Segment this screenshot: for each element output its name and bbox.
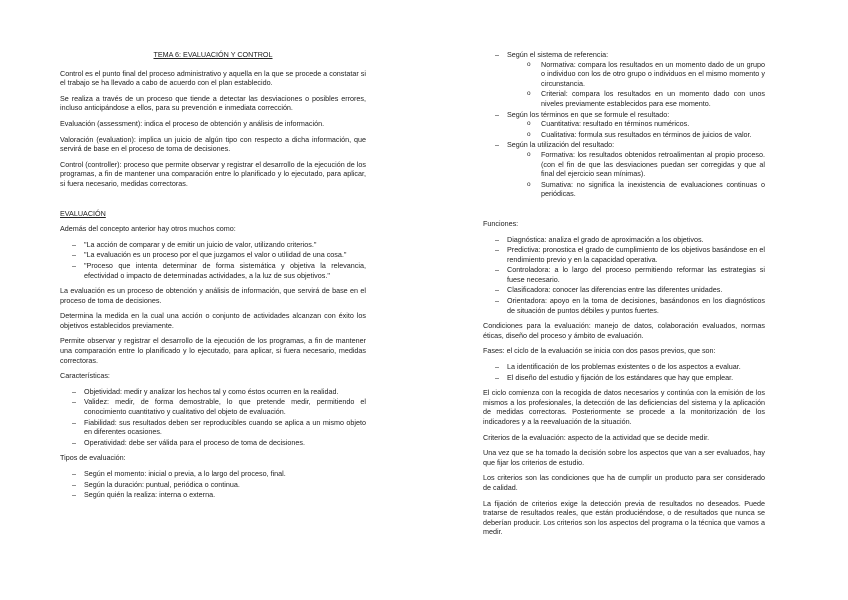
sublist-item: o Normativa: compara los resultados en un momento dado de un grupo o individuo con los de otro grupo o individuos en el mismo momento y circunstancia.: [507, 60, 765, 89]
terms-sublist: [507, 119, 765, 139]
paragraph-evaluation: Valoración (evaluation): implica un juicio de algún tipo con respecto a dicha información, que servirá de base en el proceso de toma de decisiones.: [60, 134, 366, 154]
paragraph-fixing-criteria: La fijación de criterios exige la detección previa de resultados no deseados. Puede tratarse de resultados reales, que están produciéndose, o de resultados que nunca se deberían producir. Los criterios son los aspectos del programa o la técnica que vamos a medir.: [483, 498, 765, 537]
spacer: [60, 195, 366, 209]
sublist-item: o Formativa: los resultados obtenidos retroalimentan al propio proceso. (con el fin de que las desviaciones puedan ser corregidas y que al final del ejercicio sean mínimas).: [507, 150, 765, 179]
list-item: – Según el momento: inicial o previa, a lo largo del proceso, final.: [60, 469, 366, 479]
paragraph-controller: Control (controller): proceso que permite observar y registrar el desarrollo de la ejecución de los programas, a fin de mantener una comparación entre lo planificado y lo ejecutado, para aplicar, si fuera necesario, medidas correctoras.: [60, 159, 366, 188]
types-list: [60, 469, 366, 500]
phases-list: [483, 362, 765, 382]
use-sublist: [507, 150, 765, 199]
list-item: – El diseño del estudio y fijación de los estándares que hay que emplear.: [483, 373, 765, 383]
sublist-item: o Sumativa: no significa la inexistencia de evaluaciones continuas o periódicas.: [507, 180, 765, 199]
list-item: [483, 110, 765, 140]
list-item: – Clasificadora: conocer las diferencias entre las diferentes unidades.: [483, 285, 765, 295]
paragraph-determines: Determina la medida en la cual una acción o conjunto de actividades alcanzan con éxito los objetivos establecidos previamente.: [60, 311, 366, 330]
list-item: – Operatividad: debe ser válida para el proceso de toma de decisiones.: [60, 438, 366, 448]
list-item: – La identificación de los problemas existentes o de los aspectos a evaluar.: [483, 362, 765, 372]
paragraph-process: Se realiza a través de un proceso que tiende a detectar las desviaciones o posibles errores, incluso anticipándose a ellos, para su prevención e inmediata corrección.: [60, 93, 366, 113]
paragraph-evaluation-process: La evaluación es un proceso de obtención y análisis de información, que servirá de base en el proceso de toma de decisiones.: [60, 286, 366, 305]
concepts-list: [60, 240, 366, 280]
characteristics-list: [60, 387, 366, 448]
list-item: – "La evaluación es un proceso por el que juzgamos el valor o utilidad de una cosa.": [60, 250, 366, 260]
spacer: [483, 205, 765, 219]
types-continued-list: [483, 50, 765, 199]
sublist-item: o Cuantitativa: resultado en términos numéricos.: [507, 119, 765, 129]
list-item: – Controladora: a lo largo del proceso permitiendo reformar las estrategias si fuese necesario.: [483, 265, 765, 284]
paragraph-other-concepts: Además del concepto anterior hay otros muchos como:: [60, 224, 236, 234]
list-item: – Diagnóstica: analiza el grado de aproximación a los objetivos.: [483, 235, 765, 245]
list-item: [483, 140, 765, 199]
document-title: TEMA 6: EVALUACIÓN Y CONTROL: [153, 50, 273, 59]
paragraph-conditions: Condiciones para la evaluación: manejo de datos, colaboración evaluados, normas éticas, diseño del proceso y ámbito de evaluación.: [483, 321, 765, 340]
paragraph-types-label: Tipos de evaluación:: [60, 453, 126, 463]
paragraph-phases: Fases: el ciclo de la evaluación se inicia con dos pasos previos, que son:: [483, 346, 716, 356]
list-item: – "Proceso que intenta determinar de forma sistemática y objetiva la relevancia, efectividad o impacto de determinadas actividades, a la luz de sus objetivos.": [60, 261, 366, 280]
paragraph-agreement: Una vez que se ha tomado la decisión sobre los aspectos que van a ser evaluados, hay que fijar los criterios de estudio.: [483, 448, 765, 467]
list-item: [483, 50, 765, 109]
list-item: – Según quién la realiza: interna o externa.: [60, 490, 366, 500]
sublist-item: o Criterial: compara los resultados en un momento dado con unos niveles previamente establecidos para ese momento.: [507, 89, 765, 108]
list-item: – Fiabilidad: sus resultados deben ser reproducibles cuando se aplica a un mismo objeto en diferentes ocasiones.: [60, 418, 366, 437]
right-column: [483, 50, 765, 543]
functions-list: [483, 235, 765, 316]
terms-label: Según los términos en que se formule el resultado:: [507, 109, 670, 119]
left-column: [60, 50, 366, 506]
list-item: – Según la duración: puntual, periódica o continua.: [60, 480, 366, 490]
section-heading-evaluacion: EVALUACIÓN: [60, 208, 106, 218]
list-item: – Validez: medir, de forma demostrable, lo que pretende medir, permitiendo el conocimiento cuantitativo y cualitativo del objeto de evaluación.: [60, 397, 366, 416]
paragraph-criteria-conditions: Los criterios son las condiciones que ha de cumplir un producto para ser considerado de calidad.: [483, 473, 765, 492]
use-label: Según la utilización del resultado:: [507, 140, 615, 150]
paragraph-control-definition: Control es el punto final del proceso administrativo y aquella en la que se procede a constatar si el trabajo se ha llevado a cabo de acuerdo con el plan establecido.: [60, 68, 366, 88]
reference-sublist: [507, 60, 765, 109]
paragraph-cycle: El ciclo comienza con la recogida de datos necesarios y continúa con la emisión de los mismos a los profesionales, la detección de las deficiencias del sistema y la aplicación de medidas correctoras. Posteriormente se procede a la monitorización de los indicadores y a la reevaluación de la situación.: [483, 388, 765, 426]
reference-system-label: Según el sistema de referencia:: [507, 50, 609, 59]
list-item: – Orientadora: apoyo en la toma de decisiones, basándonos en los diagnósticos de situación de puntos débiles y puntos fuertes.: [483, 296, 765, 315]
list-item: – Objetividad: medir y analizar los hechos tal y como éstos ocurren en la realidad.: [60, 387, 366, 397]
paragraph-assessment: Evaluación (assessment): indica el proceso de obtención y análisis de información.: [60, 118, 325, 128]
paragraph-functions-label: Funciones:: [483, 218, 519, 228]
paragraph-observe: Permite observar y registrar el desarrollo de la ejecución de los programas, a fin de mantener una comparación entre lo planificado y lo ejecutado, para aplicar, si fuera necesario, medidas correctoras.: [60, 336, 366, 365]
list-item: – "La acción de comparar y de emitir un juicio de valor, utilizando criterios.": [60, 240, 366, 250]
sublist-item: o Cualitativa: formula sus resultados en términos de juicios de valor.: [507, 130, 765, 140]
paragraph-characteristics-label: Características:: [60, 371, 110, 381]
paragraph-criteria: Criterios de la evaluación: aspecto de la actividad que se decide medir.: [483, 432, 710, 442]
list-item: – Predictiva: pronostica el grado de cumplimiento de los objetivos basándose en el rendimiento previo y en la capacidad operativa.: [483, 245, 765, 264]
